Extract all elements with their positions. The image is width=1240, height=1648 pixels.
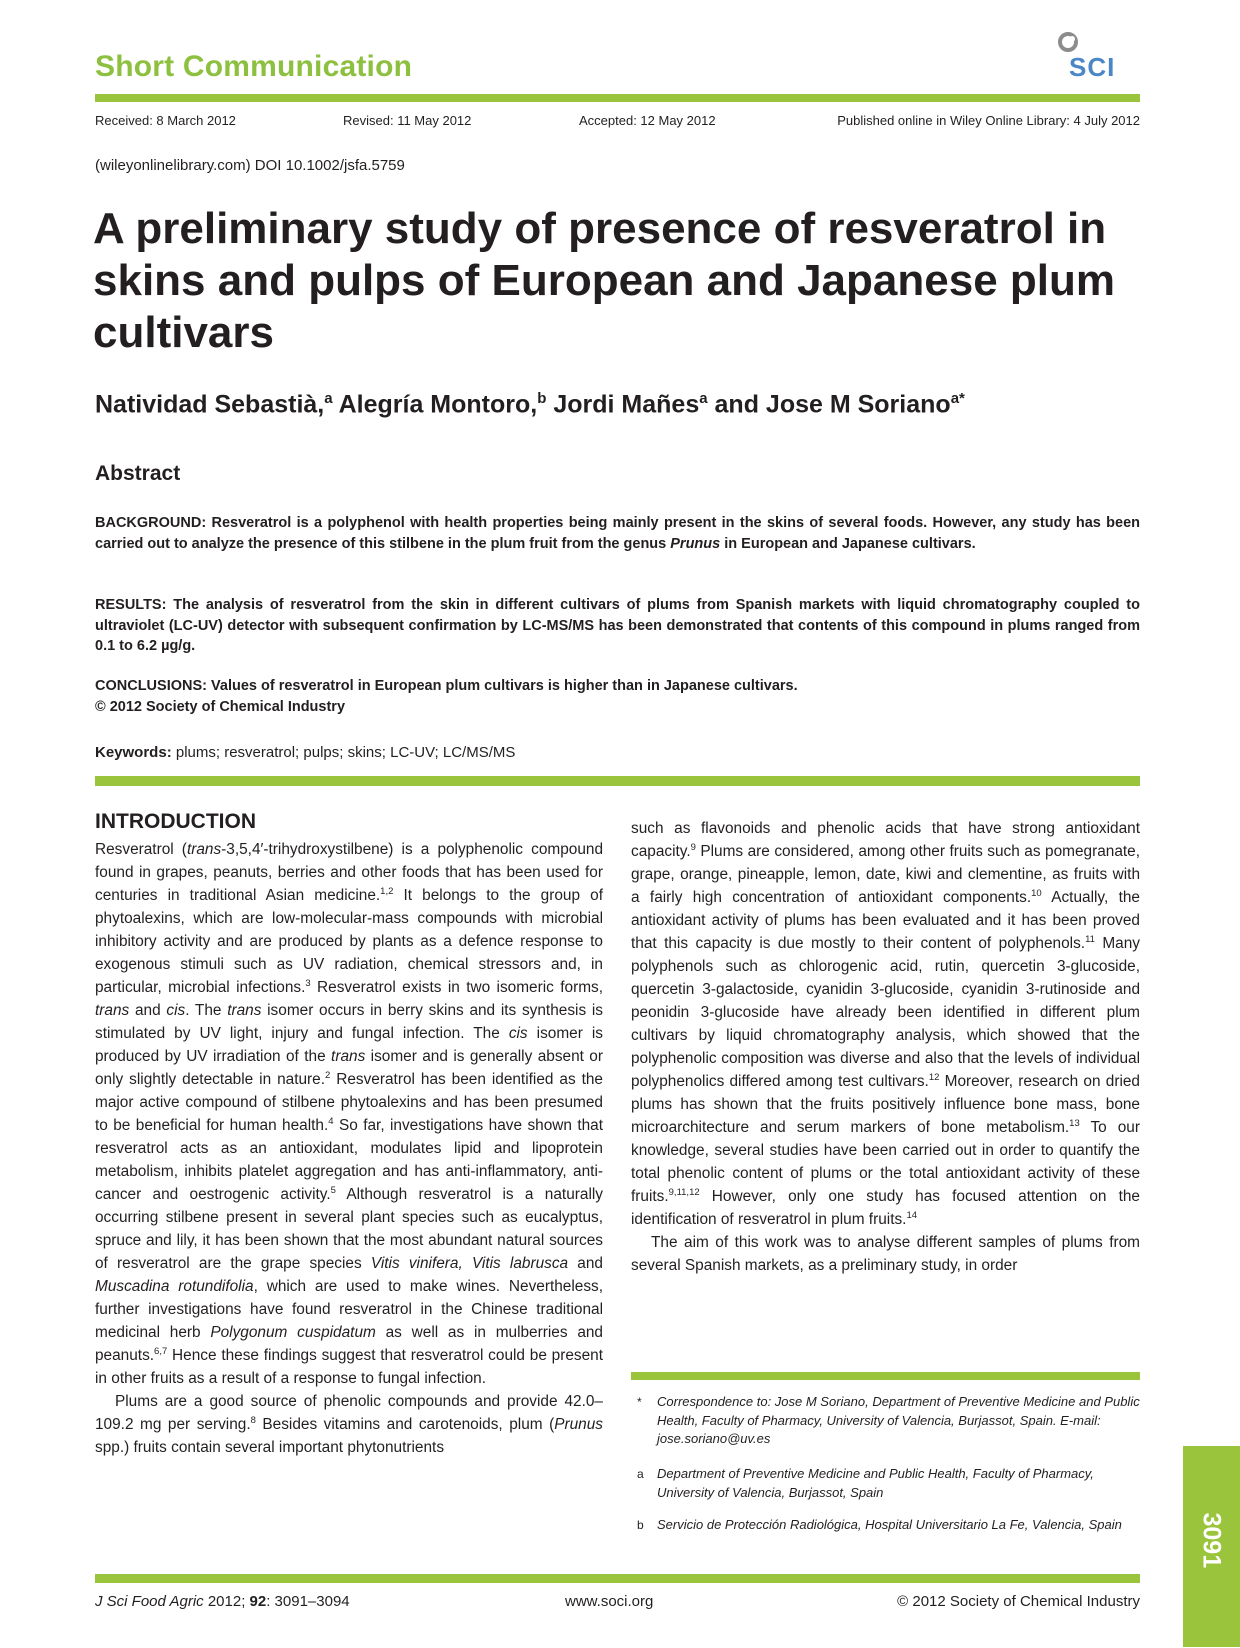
- author-name: Jordi Mañes: [546, 390, 700, 419]
- keywords: Keywords: plums; resveratrol; pulps; skins; LC-UV; LC/MS/MS: [95, 744, 516, 761]
- revised-date: Revised: 11 May 2012: [343, 113, 472, 128]
- section-label: Short Communication: [95, 50, 413, 83]
- body-paragraph: such as flavonoids and phenolic acids that have strong antioxidant capacity.$^9$ Plums are considered, among other fruits such as pomegranate, grape, orange, pineapple, lemon, date, kiwi and clementine, as fruits with a fairly high concentration of antioxidant components.$^{10}$ Actually, the antioxidant activity of plums has been evaluated and it has been proved that this capacity is due mostly to their content of polyphenols.$^{11}$ Many polyphenols such as chlorogenic acid, rutin, quercetin 3-glucoside, quercetin 3-galactoside, cyanidin 3-glucoside, cyanidin 3-rutinoside and peonidin 3-glucoside have already been identified in different plum cultivars by liquid chromatography analysis, which showed that the polyphenolic composition was diverse and also that the levels of individual polyphenolics differed among test cultivars.$^{12}$ Moreover, research on dried plums has shown that the fruits positively influence bone mass, bone microarchitecture and serum markers of bone metabolism.$^{13}$ To our knowledge, several studies have been carried out in order to quantify the total phenolic content of plums or the total antioxidant activity of these fruits.$^{9,11,12}$ However, only one study has focused attention on the identification of resveratrol in plum fruits.$^{14}$: [631, 820, 1140, 1228]
- author-name: Natividad Sebastià,: [95, 390, 325, 419]
- body-paragraph: The aim of this work was to analyse different samples of plums from several Spanish markets, as a preliminary study, in order: [631, 1234, 1140, 1274]
- correspondence-footnote: * Correspondence to: Jose M Soriano, Department of Preventive Medicine and Public Health, Faculty of Pharmacy, University of Valencia, Burjassot, Spain. E-mail: jose.soriano@uv.es: [637, 1394, 1140, 1446]
- author-list: [95, 390, 965, 419]
- article-title: A preliminary study of presence of resveratrol in skins and pulps of European and Japanese plum cultivars: [93, 204, 1115, 357]
- abstract-background: BACKGROUND: Resveratrol is a polyphenol with health properties being mainly present in the skins of several foods. However, any study has been carried out to analyze the presence of this stilbene in the plum fruit from the genus Prunus in European and Japanese cultivars.: [95, 515, 1140, 552]
- body-paragraph: Resveratrol (trans-3,5,4′-trihydroxystilbene) is a polyphenolic compound found in grapes, peanuts, berries and other foods that has been used for centuries in traditional Asian medicine.$^{1,2}$ It belongs to the group of phytoalexins, which are low-molecular-mass compounds with microbial inhibitory activity and are produced by plants as a defence response to exogenous stimuli such as UV radiation, chemical stressors and, in particular, microbial infections.$^3$ Resveratrol exists in two isomeric forms, trans and cis. The trans isomer occurs in berry skins and its synthesis is stimulated by UV light, injury and fungal infection. The cis isomer is produced by UV irradiation of the trans isomer and is generally absent or only slightly detectable in nature.$^2$ Resveratrol has been identified as the major active compound of stilbene phytoalexins and has been presumed to be beneficial for human health.$^4$ So far, investigations have shown that resveratrol acts as an antioxidant, modulates lipid and lipoprotein metabolism, inhibits platelet aggregation and has anti-inflammatory, anti-cancer and oestrogenic activity.$^5$ Although resveratrol is a naturally occurring stilbene present in several plant species such as eucalyptus, spruce and lily, it has been shown that the most abundant natural sources of resveratrol are the grape species Vitis vinifera, Vitis labrusca and Muscadina rotundifolia, which are used to make wines. Nevertheless, further investigations have found resveratrol in the Chinese traditional medicinal herb Polygonum cuspidatum as well as in mulberries and peanuts.$^{6,7}$ Hence these findings suggest that resveratrol could be present in other fruits as a result of a response to fungal infection.: [95, 841, 604, 1387]
- abstract-conclusions: CONCLUSIONS: Values of resveratrol in European plum cultivars is higher than in Japanese cultivars. © 2012 Society of Chemical Industry: [95, 678, 798, 715]
- body-column-right: [631, 817, 1140, 1277]
- sci-logo-text: SCI: [1069, 52, 1116, 82]
- correspondence-email[interactable]: jose.soriano@uv.es: [657, 1431, 771, 1446]
- author-affiliation: a: [324, 390, 333, 407]
- abstract-heading: Abstract: [95, 462, 181, 485]
- introduction-heading: INTRODUCTION: [95, 810, 256, 833]
- website-link[interactable]: www.soci.org: [565, 1593, 654, 1610]
- abstract-rule: [95, 776, 1140, 786]
- author-name: and Jose M Soriano: [707, 390, 951, 419]
- abstract-results: RESULTS: The analysis of resveratrol from the skin in different cultivars of plums from Spanish markets with liquid chromatography coupled to ultraviolet (LC-UV) detector with subsequent confirmation by LC-MS/MS has been demonstrated that contents of this compound in plums ranged from 0.1 to 6.2 µg/g.: [95, 597, 1140, 654]
- footnote-rule: [631, 1372, 1140, 1380]
- doi-line[interactable]: (wileyonlinelibrary.com) DOI 10.1002/jsfa.5759: [95, 157, 405, 174]
- author-affiliation: a: [699, 390, 708, 407]
- published-date: Published online in Wiley Online Library: 4 July 2012: [837, 113, 1140, 128]
- body-column-left: [95, 838, 603, 1459]
- author-affiliation: a*: [950, 390, 965, 407]
- abstract-copyright: © 2012 Society of Chemical Industry: [95, 698, 346, 715]
- footer-copyright: © 2012 Society of Chemical Industry: [897, 1593, 1140, 1610]
- author-affiliation: b: [537, 390, 547, 407]
- author-name: Alegría Montoro,: [332, 390, 538, 419]
- journal-citation: J Sci Food Agric 2012; 92: 3091–3094: [95, 1593, 350, 1610]
- body-paragraph: Plums are a good source of phenolic compounds and provide 42.0–109.2 mg per serving.$^8$ Besides vitamins and carotenoids, plum (Prunus spp.) fruits contain several important phytonutrients: [95, 1393, 603, 1456]
- received-date: Received: 8 March 2012: [95, 113, 236, 128]
- header-rule: [95, 94, 1140, 102]
- sci-logo: [1055, 30, 1135, 85]
- affiliation-b: b Servicio de Protección Radiológica, Hospital Universitario La Fe, Valencia, Spain: [637, 1517, 1122, 1532]
- accepted-date: Accepted: 12 May 2012: [579, 113, 716, 128]
- affiliation-a: a Department of Preventive Medicine and Public Health, Faculty of Pharmacy, University of Valencia, Burjassot, Spain: [637, 1466, 1094, 1500]
- page-number: 3091: [1197, 1512, 1226, 1569]
- footer-rule: [95, 1574, 1140, 1583]
